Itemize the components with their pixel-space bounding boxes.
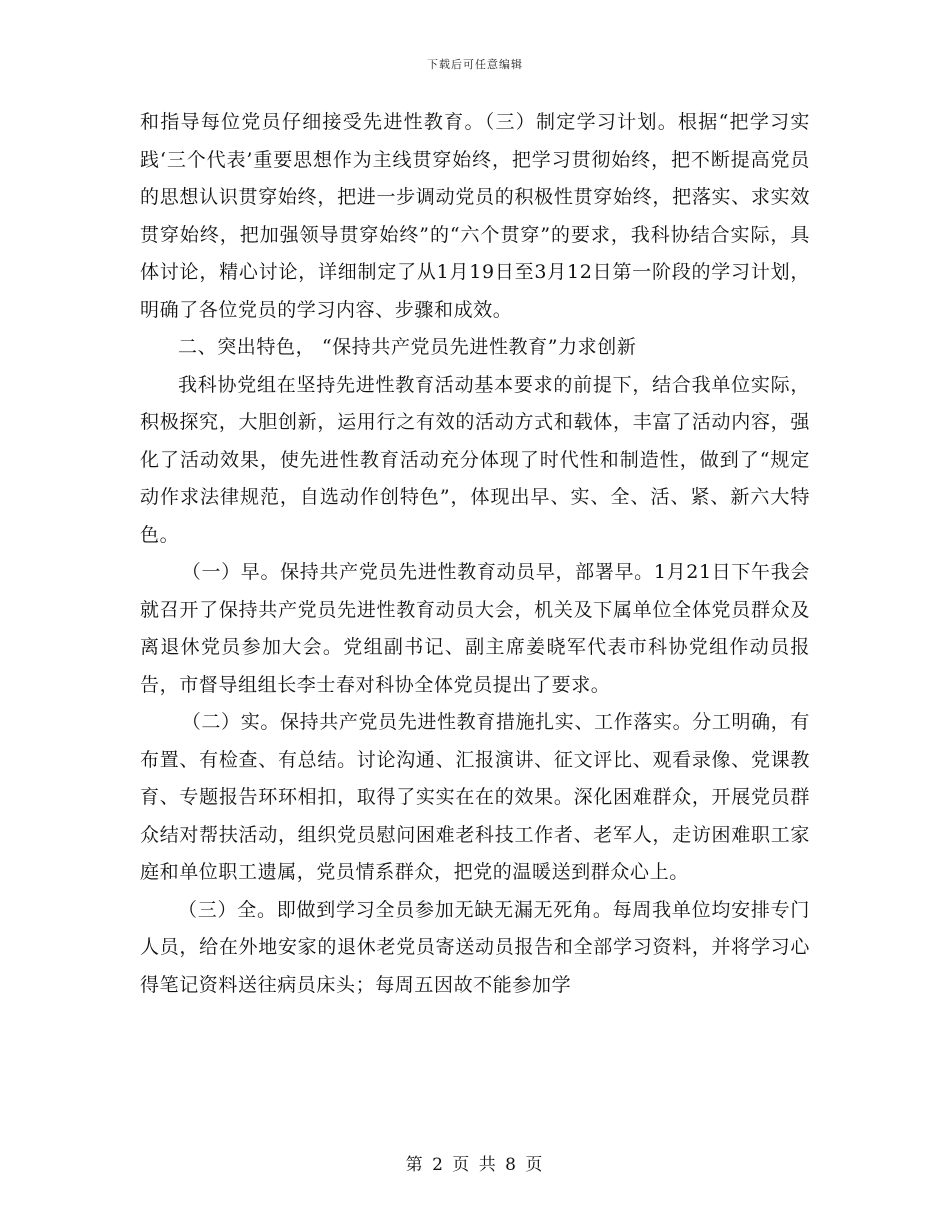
page-number: 第 2 页 共 8 页 — [405, 1155, 545, 1175]
paragraph-4: （二）实。保持共产党员先进性教育措施扎实、工作落实。分工明确，有布置、有检查、有总结。讨论沟通、汇报演讲、征文评比、观看录像、党课教育、专题报告环环相扣，取得了实实在在的效果。深化困难群众，开展党员群众结对帮扶活动，组织党员慰问困难老科技工作者、老军人，走访困难职工家庭和单位职工遗属，党员情系群众，把党的温暖送到群众心上。 — [140, 711, 810, 883]
paragraph-5: （三）全。即做到学习全员参加无缺无漏无死角。每周我单位均安排专门人员，给在外地安家的退休老党员寄送动员报告和全部学习资料，并将学习心得笔记资料送往病员床头；每周五因故不能参加学 — [140, 898, 810, 996]
paragraph-2: 我科协党组在坚持先进性教育活动基本要求的前提下，结合我单位实际，积极探究，大胆创新，运用行之有效的活动方式和载体，丰富了活动内容，强化了活动效果，使先进性教育活动充分体现了时代性和制造性，做到了“规定动作求法律规范，自选动作创特色”，体现出早、实、全、活、紧、新六大特色。 — [140, 373, 810, 546]
paragraph-1: 和指导每位党员仔细接受先进性教育。（三）制定学习计划。根据“把学习实践‘三个代表’重要思想作为主线贯穿始终，把学习贯彻始终，把不断提高党员的思想认识贯穿始终，把进一步调动党员的积极性贯穿始终，把落实、求实效贯穿始终，把加强领导贯穿始终”的“六个贯穿”的要求，我科协结合实际，具体讨论，精心讨论，详细制定了从1月19日至3月12日第一阶段的学习计划，明确了各位党员的学习内容、步骤和成效。 — [140, 111, 810, 321]
page-header: 下载后可任意编辑 — [427, 58, 523, 71]
document-body — [140, 104, 810, 1004]
paragraph-3: （一）早。保持共产党员先进性教育动员早，部署早。1月21日下午我会就召开了保持共产党员先进性教育动员大会，机关及下属单位全体党员群众及离退休党员参加大会。党组副书记、副主席姜晓军代表市科协党组作动员报告，市督导组组长李士春对科协全体党员提出了要求。 — [140, 561, 810, 696]
section-heading: 二、突出特色， “保持共产党员先进性教育”力求创新 — [178, 336, 637, 358]
